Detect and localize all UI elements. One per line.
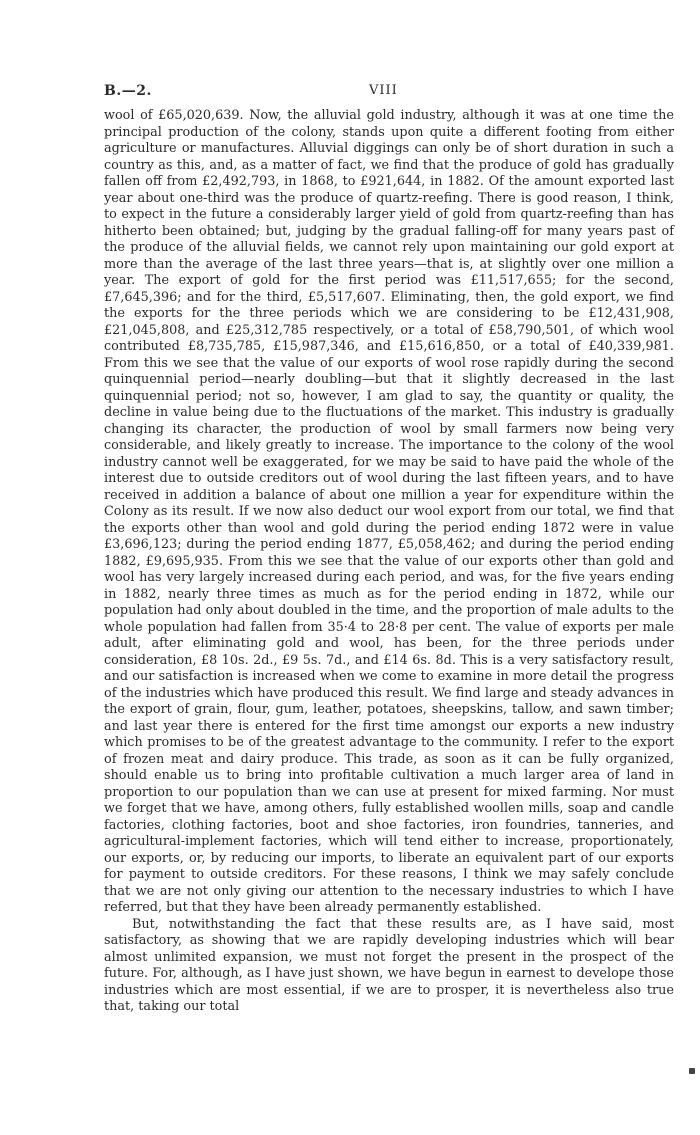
body-text [104,108,674,1016]
document-reference: B.—2. [104,83,152,99]
paragraph-continued: wool of £65,020,639. Now, the alluvial gold industry, although it was at one time the principal production of the colony, stands upon quite a different footing from either agriculture or manufactures. Alluvial diggings can only be of short duration in such a country as this, and, as a matter of fact, we find that the produce of gold has gradually fallen off from £2,492,793, in 1868, to £921,644, in 1882. Of the amount exported last year about one-third was the produce of quartz-reefing. There is good reason, I think, to expect in the future a considerably larger yield of gold from quartz-reefing than has hitherto been obtained; but, judging by the gradual falling-off for many years past of the produce of the alluvial fields, we cannot rely upon maintaining our gold export at more than the average of the last three years—that is, at slightly over one million a year. The export of gold for the first period was £11,517,655; for the second, £7,645,396; and for the third, £5,517,607. Eliminating, then, the gold export, we find the exports for the three periods which we are considering to be £12,431,908, £21,045,808, and £25,312,785 respectively, or a total of £58,790,501, of which wool contributed £8,735,785, £15,987,346, and £15,616,850, or a total of £40,339,981. From this we see that the value of our exports of wool rose rapidly during the second quinquennial period—nearly doubling—but that it slightly decreased in the last quinquennial period; not so, however, I am glad to say, the quantity or quality, the decline in value being due to the fluctuations of the market. This industry is gradually changing its character, the production of wool by small farmers now being very considerable, and likely greatly to increase. The importance to the colony of the wool industry cannot well be exaggerated, for we may be said to have paid the whole of the interest due to outside creditors out of wool during the last fifteen years, and to have received in addition a balance of about one million a year for expenditure within the Colony as its result. If we now also deduct our wool export from our total, we find that the exports other than wool and gold during the period ending 1872 were in value £3,696,123; during the period ending 1877, £5,058,462; and during the period ending 1882, £9,695,935. From this we see that the value of our exports other than gold and wool has very largely increased during each period, and was, for the five years ending in 1882, nearly three times as much as for the period ending in 1872, while our population had only about doubled in the time, and the proportion of male adults to the whole population had fallen from 35·4 to 28·8 per cent. The value of exports per male adult, after eliminating gold and wool, has been, for the three periods under consideration, £8 10s. 2d., £9 5s. 7d., and £14 6s. 8d. This is a very satisfactory result, and our satisfaction is increased when we come to examine in more detail the progress of the industries which have produced this result. We find large and steady advances in the export of grain, flour, gum, leather, potatoes, sheepskins, tallow, and sawn timber; and last year there is entered for the first time amongst our exports a new industry which promises to be of the greatest advantage to the community. I refer to the export of frozen meat and dairy produce. This trade, as soon as it can be fully organized, should enable us to bring into profitable cultivation a much larger area of land in proportion to our population than we can use at present for mixed farming. Nor must we forget that we have, among others, fully established woollen mills, soap and candle factories, clothing factories, boot and shoe factories, iron foundries, tanneries, and agricultural-implement factories, which will tend either to increase, proportionately, our exports, or, by reducing our imports, to liberate an equivalent part of our exports for payment to outside creditors. For these reasons, I think we may safely conclude that we are not only giving our attention to the necessary industries to which I have referred, but that they have been already permanently established. [104,108,674,915]
page-number: VIII [369,83,398,98]
page-header [104,83,674,103]
paragraph: But, notwithstanding the fact that these results are, as I have said, most satisfactory, as showing that we are rapidly developing industries which will bear almost unlimited expansion, we must not forget the present in the prospect of the future. For, although, as I have just shown, we have begun in earnest to develope those industries which are most essential, if we are to prosper, it is nevertheless also true that, taking our total [104,916,674,1014]
margin-mark [689,1068,695,1074]
